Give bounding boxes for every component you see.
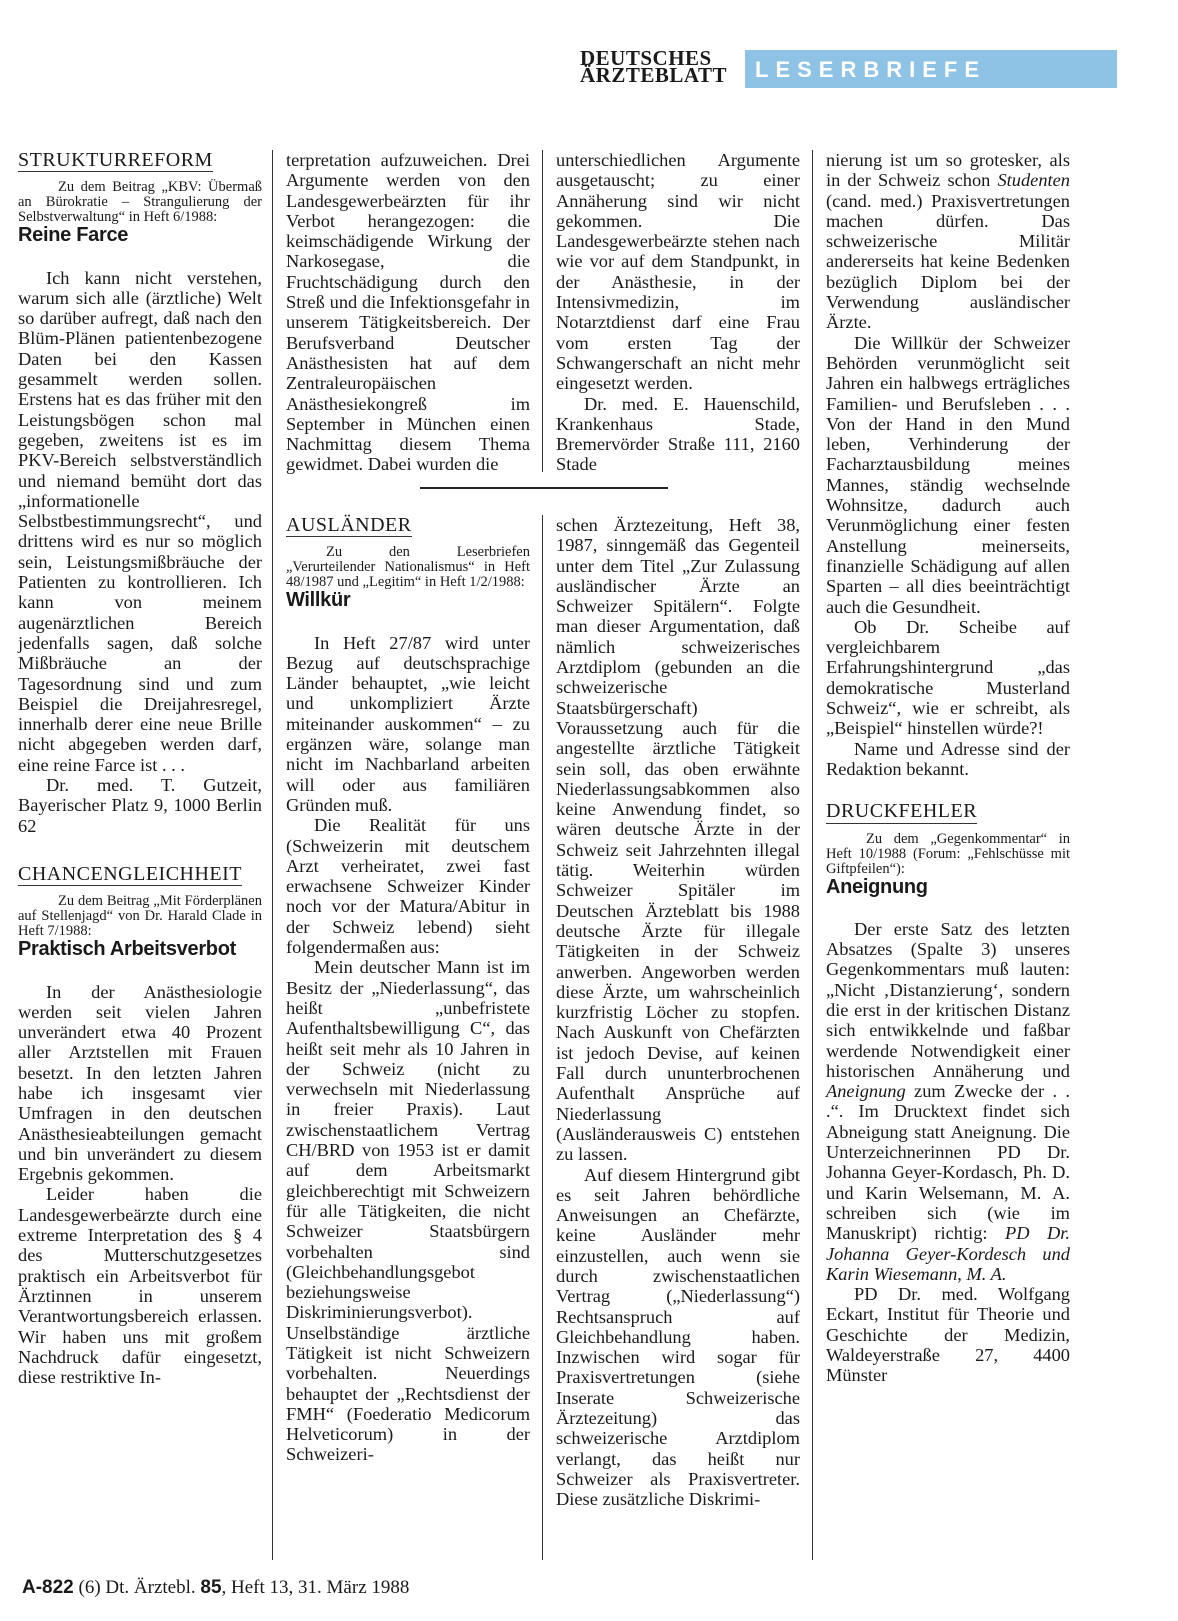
column-rule bbox=[542, 150, 543, 472]
letter-body: In Heft 27/87 wird unter Bezug auf deutschsprachige Länder behauptet, „wie leicht und unkompliziert Ärzte miteinander auskommen“ – zu ergänzen wäre, solange man nicht im Nachbarland arbeiten will oder aus familiären Gründen muß. bbox=[286, 632, 530, 815]
letter-body: nierung ist um so grotesker, als in der Schweiz schon Studenten (cand. med.) Praxisvertretungen machen dürfen. Das schweizerische Militär andererseits hat keine Bedenken bezüglich Diplom bei der Verwendung ausländischer Ärzte. bbox=[826, 150, 1070, 333]
letter-body: Auf diesem Hintergrund gibt es seit Jahren behördliche Anweisungen an Chefärzte, keine Ausländer mehr einzustellen, auch wenn sie durch zwischenstaatlichen Vertrag („Niederlassung“) Rechtsanspruch auf Gleichbehandlung haben. Inzwischen wird sogar für Praxisvertretungen (siehe Inserate Schweizerische Ärztezeitung) das schweizerische Arztdiplom verlangt, das heißt nur Schweizer als Praxisvertreter. Diese zusätzliche Diskrimi- bbox=[556, 1164, 800, 1510]
column-rule bbox=[812, 150, 813, 1560]
letter-body: Ich kann nicht verstehen, warum sich alle (ärztliche) Welt so darüber aufregt, daß nach den Blüm-Plänen patientenbezogene Daten bei den Kassen gesammelt werden sollen. Erstens hat es das früher mit den Leistungsbögen schon mal gegeben, zweitens ist es im PKV-Bereich selbstverständlich und niemand bemüht dort das „informationelle Selbstbestimmungsrecht“, und drittens wird es nur so möglich sein, Leistungsmißbräuche der Patienten zu kontrollieren. Ich kann von meinem augenärztlichen Bereich jedenfalls sagen, daß solche Mißbräuche an der Tagesordnung sind und zum Beispiel die Dreijahresregel, innerhalb derer eine neue Brille nicht abgegeben werden darf, eine reine Farce ist . . . bbox=[18, 267, 262, 775]
masthead bbox=[580, 46, 1120, 92]
section-banner bbox=[745, 50, 1117, 88]
letter-body: unterschiedlichen Argumente ausgetauscht; zu einer Annäherung sind wir nicht gekommen. Die Landesgewerbeärzte stehen nach wie vor auf dem Standpunkt, in der Anästhesie, in der Intensivmedizin, im Notarztdienst darf eine Frau vom ersten Tag der Schwangerschaft an nicht mehr eingesetzt werden. bbox=[556, 150, 800, 394]
letter-reference: Zu den Leserbriefen „Verurteilender Nationalismus“ in Heft 48/1987 und „Legitim“ in Heft 1/2/1988: bbox=[286, 544, 530, 591]
letter-reference: Zu dem „Gegenkommentar“ in Heft 10/1988 (Forum: „Fehlschüsse mit Giftpfeilen“): bbox=[826, 830, 1070, 877]
page-number: A-822 bbox=[22, 1577, 74, 1598]
logo-line1: DEUTSCHES bbox=[580, 46, 712, 70]
letter-headline: Aneignung bbox=[826, 875, 928, 898]
column-3-top bbox=[556, 150, 800, 475]
letter-body: terpretation aufzuweichen. Drei Argumente werden von den Landesgewerbeärzten für ihr Verbot herangezogen: die keimschädigende Wirkung der Narkosegase, die Fruchtschädigung durch den Streß und die Infektionsgefahr in unserem Tätigkeitsbereich. Der Berufsverband Deutscher Anästhesisten hat auf dem Zentraleuropäischen Anästhesiekongreß im September in München einen Nachmittag diesem Thema gewidmet. Dabei wurden die bbox=[286, 150, 530, 475]
section-title-strukturreform: STRUKTURREFORM bbox=[18, 149, 213, 171]
letter-reference: Zu dem Beitrag „KBV: Übermaß an Bürokratie – Strangulierung der Selbstverwaltung“ in Heft 6/1988: bbox=[18, 179, 262, 226]
column-2-bottom bbox=[286, 515, 530, 1465]
page-footer bbox=[22, 1577, 409, 1599]
column-rule bbox=[542, 515, 543, 1560]
section-banner-label: LESERBRIEFE bbox=[755, 57, 987, 82]
footer-volume: 85 bbox=[200, 1577, 222, 1598]
section-title-auslaender: AUSLÄNDER bbox=[286, 514, 412, 536]
letter-headline: Willkür bbox=[286, 589, 351, 612]
section-title-chancengleichheit: CHANCENGLEICHHEIT bbox=[18, 862, 243, 885]
letter-body: Leider haben die Landesgewerbeärzte durch eine extreme Interpretation des § 4 des Mutterschutzgesetzes praktisch ein Arbeitsverbot für Ärztinnen in unserem Verantwortungsbereich erlassen. Wir haben uns mit großem Nachdruck dafür eingesetzt, diese restriktive In- bbox=[18, 1184, 262, 1388]
logo-line2: ÄRZTEBLATT bbox=[580, 63, 727, 87]
letter-body: Name und Adresse sind der Redaktion bekannt. bbox=[826, 738, 1070, 779]
footer-citation: (6) Dt. Ärztebl. bbox=[78, 1577, 201, 1598]
letter-body: schen Ärztezeitung, Heft 38, 1987, sinngemäß das Gegenteil unter dem Titel „Zur Zulassung ausländischer Ärzte an Schweizer Spitälern“. Folgte man dieser Argumentation, daß nämlich schweizerisches Arztdiplom (gebunden an die schweizerische Staatsbürgerschaft) Voraussetzung auch für die angestellte ärztliche Tätigkeit sein soll, das oben erwähnte Niederlassungsabkommen also keine Anwendung findet, so wären deutsche Ärzte in der Schweiz seit Jahrzehnten illegal tätig. Weiterhin würden Schweizer Spitäler im Deutschen Ärzteblatt bis 1988 deutsche Ärzte für illegale Tätigkeiten in der Schweiz anwerben. Angeworben werden diese Ärzte, um wahrscheinlich kurzfristig Löcher zu stopfen. Nach Auskunft von Chefärzten ist jedoch Devise, auf keinen Fall durch ununterbrochenen Aufenthalt Ansprüche auf Niederlassung (Ausländerausweis C) entstehen zu lassen. bbox=[556, 515, 800, 1165]
letter-headline: Reine Farce bbox=[18, 224, 129, 247]
letter-signature: Dr. med. E. Hauenschild, Krankenhaus Stade, Bremervörder Straße 111, 2160 Stade bbox=[556, 393, 800, 475]
letter-signature: Dr. med. T. Gutzeit, Bayerischer Platz 9, 1000 Berlin 62 bbox=[18, 775, 262, 836]
footer-issue: , Heft 13, 31. März 1988 bbox=[221, 1577, 410, 1598]
section-title-druckfehler: DRUCKFEHLER bbox=[826, 800, 978, 823]
letter-headline: Praktisch Arbeitsverbot bbox=[18, 938, 236, 961]
letter-body: In der Anästhesiologie werden seit vielen Jahren unverändert etwa 40 Prozent aller Arztstellen mit Frauen besetzt. In den letzten Jahren habe ich insgesamt vier Umfragen in den deutschen Anästhesieabteilungen gemacht und bin unverändert zu diesem Ergebnis gekommen. bbox=[18, 981, 262, 1185]
column-2-top bbox=[286, 150, 530, 475]
letter-body: Die Realität für uns (Schweizerin mit deutschem Arzt verheiratet, zwei fast erwachsene Schweizer Kinder noch vor der Matura/Abitur in der Schweiz lebend) sieht folgendermaßen aus: bbox=[286, 815, 530, 958]
journal-logo bbox=[580, 46, 740, 87]
letter-body: Die Willkür der Schweizer Behörden verunmöglicht seit Jahren ein halbwegs erträgliches Familien- und Berufsleben . . . Von der Hand in den Mund leben, Verhinderung der Facharztausbildung meines Mannes, ständig wechselnde Wohnsitze, dadurch auch Verunmöglichung einer festen Anstellung meinerseits, finanzielle Schädigung auf allen Sparten – all dies beeinträchtigt auch die Gesundheit. bbox=[826, 332, 1070, 617]
letter-signature: PD Dr. med. Wolfgang Eckart, Institut für Theorie und Geschichte der Medizin, Waldeyerstraße 27, 4400 Münster bbox=[826, 1284, 1070, 1386]
letter-reference: Zu dem Beitrag „Mit Förderplänen auf Stellenjagd“ von Dr. Harald Clade in Heft 7/1988: bbox=[18, 893, 262, 940]
article-divider bbox=[420, 487, 668, 489]
column-3-bottom bbox=[556, 515, 800, 1510]
letter-body: Ob Dr. Scheibe auf vergleichbarem Erfahrungshintergrund „das demokratische Musterland Schweiz“, wie er schreibt, als „Beispiel“ hinstellen würde?! bbox=[826, 616, 1070, 739]
letter-body: Der erste Satz des letzten Absatzes (Spalte 3) unseres Gegenkommentars muß lauten: „Nicht ‚Distanzierung‘, sondern die erst in der kritischen Distanz sich entwikkelnde und faßbar werdende Notwendigkeit einer historischen Annäherung und Aneignung zum Zwecke der . . .“. Im Drucktext findet sich Abneigung statt Aneignung. Die Unterzeichnerinnen PD Dr. Johanna Geyer-Kordasch, Ph. D. und Karin Welsemann, M. A. schreiben sich (wie im Manuskript) richtig: PD Dr. Johanna Geyer-Kordesch und Karin Wiesemann, M. A. bbox=[826, 918, 1071, 1284]
column-4 bbox=[826, 150, 1070, 1386]
column-rule bbox=[272, 150, 273, 1560]
column-1 bbox=[18, 150, 262, 1387]
letter-body: Mein deutscher Mann ist im Besitz der „Niederlassung“, das heißt „unbefristete Aufenthaltsbewilligung C“, das heißt seit mehr als 10 Jahren in der Schweiz (nicht zu verwechseln mit Niederlassung in freier Praxis). Laut zwischenstaatlichem Vertrag CH/BRD von 1953 ist er damit auf dem Arbeitsmarkt gleichberechtigt mit Schweizern für alle Tätigkeiten, die nicht Schweizer Staatsbürgern vorbehalten sind (Gleichbehandlungsgebot beziehungsweise Diskriminierungsverbot). Unselbständige ärztliche Tätigkeit ist nicht Schweizern vorbehalten. Neuerdings behauptet der „Rechtsdienst der FMH“ (Foederatio Medicorum Helveticorum) in der Schweizeri- bbox=[286, 957, 530, 1465]
